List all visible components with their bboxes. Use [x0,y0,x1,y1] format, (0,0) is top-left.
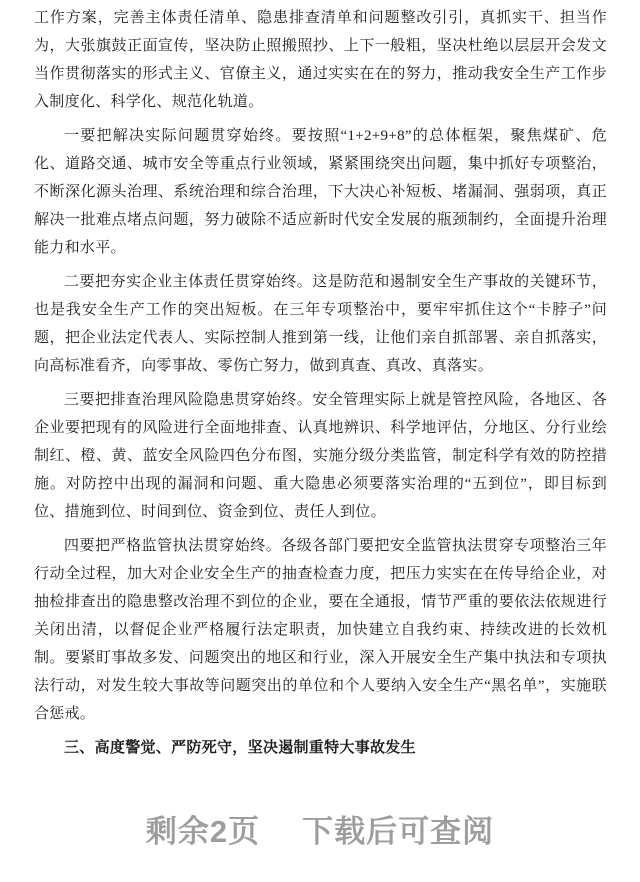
pages-remaining-label: 剩余2页 [145,814,261,849]
paragraph-point-4: 四要把严格监管执法贯穿始终。各级各部门要把安全监管执法贯穿专项整治三年行动全过程，加大对企业安全生产的抽查检查力度，把压力实实在在传导给企业，对抽检排查出的隐患整改治理不到位的企业，要在全通报，情节严重的要依法依规进行关闭出清，以督促企业严格履行法定职责，加快建立自我约束、持续改进的长效机制。要紧盯事故多发、问题突出的地区和行业，深入开展安全生产集中执法和专项执法行动，对发生较大事故等问题突出的单位和个人要纳入安全生产“黑名单”，实施联合惩戒。 [34,538,607,722]
paragraph-continuation: 工作方案，完善主体责任清单、隐患排查清单和问题整改引引，真抓实干、担当作为，大张旗鼓正面宣传，坚决防止照搬照抄、上下一般粗，坚决杜绝以层层开会发文当作贯彻落实的形式主义、官僚主义，通过实实在在的努力，推动我安全生产工作步入制度化、科学化、规范化轨道。 [34,10,607,110]
paragraph-point-1: 一要把解决实际问题贯穿始终。要按照“1+2+9+8”的总体框架，聚焦煤矿、危化、道路交通、城市安全等重点行业领域，紧紧围绕突出问题，集中抓好专项整治，不断深化源头治理、系统治理和综合治理，下大决心补短板、堵漏洞、强弱项，真正解决一批难点堵点问题，努力破除不适应新时代安全发展的瓶颈制约，全面提升治理能力和水平。 [34,128,607,256]
paragraph-point-2: 二要把夯实企业主体责任贯穿始终。这是防范和遏制安全生产事故的关键环节，也是我安全生产工作的突出短板。在三年专项整治中，要牢牢抓住这个“卡脖子”问题，把企业法定代表人、实际控制人推到第一线，让他们亲自抓部署、亲自抓落实，向高标准看齐，向零事故、零伤亡努力，做到真查、真改、真落实。 [34,274,607,374]
download-hint-label: 下载后可查阅 [302,814,495,849]
section-heading-3: 三、高度警觉、严防死守，坚决遏制重特大事故发生 [64,740,416,756]
download-notice[interactable] [0,806,640,851]
paragraph-point-3: 三要把排查治理风险隐患贯穿始终。安全管理实际上就是管控风险，各地区、各企业要把现有的风险进行全面地排查、认真地辨识、科学地评估，分地区、分行业绘制红、橙、黄、蓝安全风险四色分布图，实施分级分类监管，制定科学有效的防控措施。对防控中出现的漏洞和问题、重大隐患必须要落实治理的“五到位”，即目标到位、措施到位、时间到位、资金到位、责任人到位。 [34,392,607,520]
